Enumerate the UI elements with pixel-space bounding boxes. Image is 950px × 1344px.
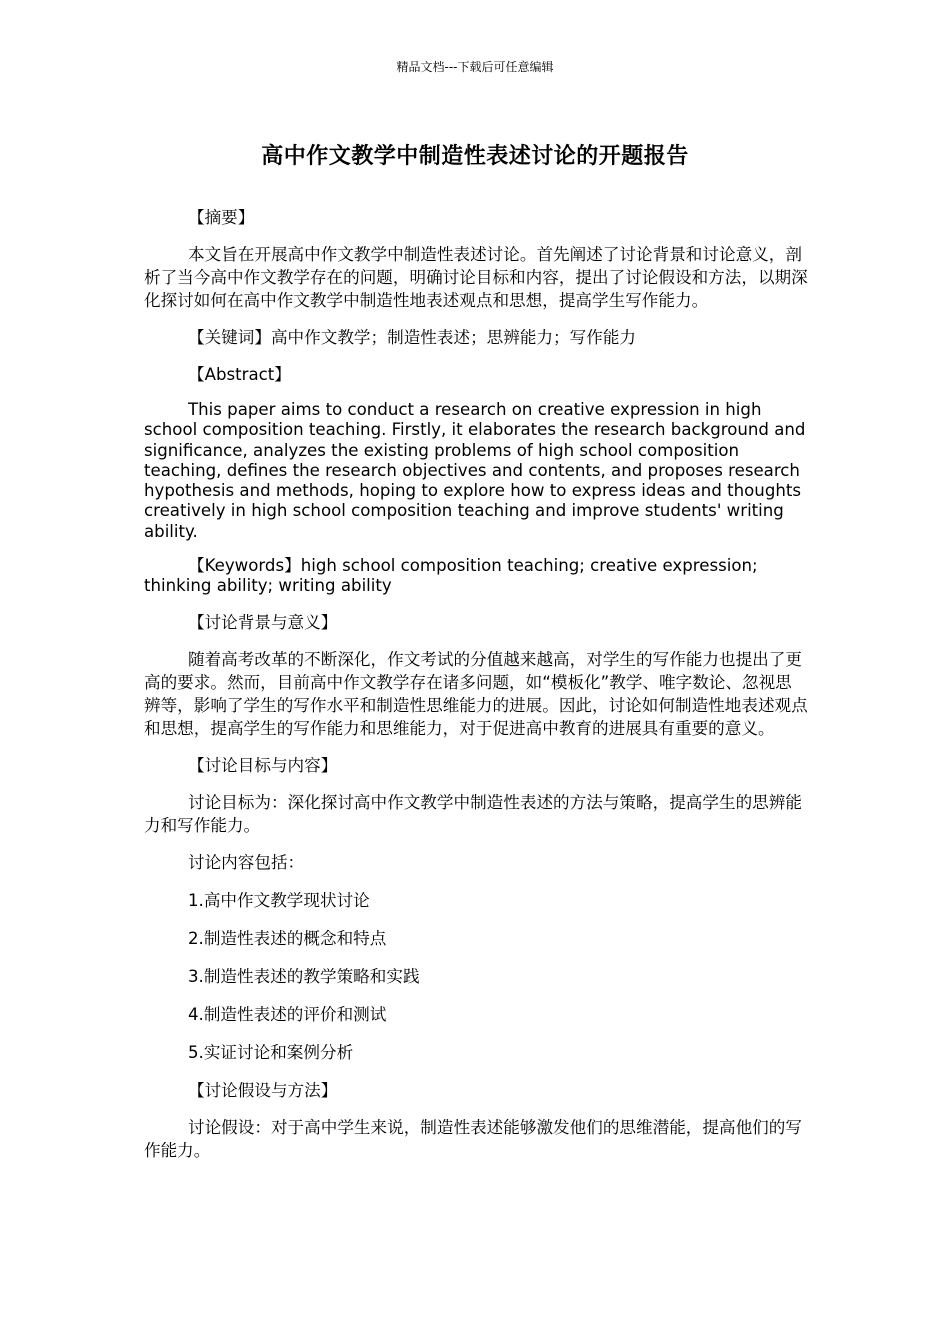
list-item: 2.制造性表述的概念和特点 — [188, 928, 387, 948]
document-title: 高中作文教学中制造性表述讨论的开题报告 — [261, 144, 689, 169]
keywords-en: 【Keywords】high school composition teaching; creative expression; thinking ability; writing ability — [144, 556, 758, 596]
keywords-cn: 【关键词】高中作文教学；制造性表述；思辨能力；写作能力 — [188, 328, 637, 347]
list-item: 4.制造性表述的评价和测试 — [188, 1004, 387, 1024]
page-header-note: 精品文档---下载后可任意编辑 — [396, 60, 554, 74]
background-paragraph: 随着高考改革的不断深化，作文考试的分值越来越高，对学生的写作能力也提出了更高的要求。然而，目前高中作文教学存在诸多问题，如“模板化”教学、唯字数论、忽视思辨等，影响了学生的写作水平和制造性思维能力的进展。因此，讨论如何制造性地表述观点和思想，提高学生的写作能力和思维能力，对于促进高中教育的进展具有重要的意义。 — [144, 649, 808, 738]
objectives-paragraph: 讨论目标为：深化探讨高中作文教学中制造性表述的方法与策略，提高学生的思辨能力和写作能力。 — [144, 792, 802, 835]
document-body — [144, 206, 808, 1176]
abstract-en-paragraph: This paper aims to conduct a research on creative expression in high school composition teaching. Firstly, it elaborates the research background and significance, analyzes the existing problems of high school composition teaching, defines the research objectives and contents, and proposes research hypothesis and methods, hoping to explore how to express ideas and thoughts creatively in high school composition teaching and improve students' writing ability. — [144, 400, 806, 541]
abstract-en-heading: 【Abstract】 — [188, 365, 291, 384]
hypothesis-paragraph: 讨论假设：对于高中学生来说，制造性表述能够激发他们的思维潜能，提高他们的写作能力。 — [144, 1117, 802, 1160]
abstract-paragraph: 本文旨在开展高中作文教学中制造性表述讨论。首先阐述了讨论背景和讨论意义，剖析了当今高中作文教学存在的问题，明确讨论目标和内容，提出了讨论假设和方法，以期深化探讨如何在高中作文教学中制造性地表述观点和思想，提高学生写作能力。 — [144, 245, 808, 310]
contents-intro: 讨论内容包括： — [188, 852, 305, 872]
abstract-heading: 【摘要】 — [188, 208, 255, 227]
background-heading: 【讨论背景与意义】 — [188, 612, 338, 632]
list-item: 3.制造性表述的教学策略和实践 — [188, 966, 420, 986]
list-item: 1.高中作文教学现状讨论 — [188, 890, 370, 910]
list-item: 5.实证讨论和案例分析 — [188, 1042, 354, 1062]
hypothesis-heading: 【讨论假设与方法】 — [188, 1080, 338, 1100]
objectives-heading: 【讨论目标与内容】 — [188, 755, 338, 775]
